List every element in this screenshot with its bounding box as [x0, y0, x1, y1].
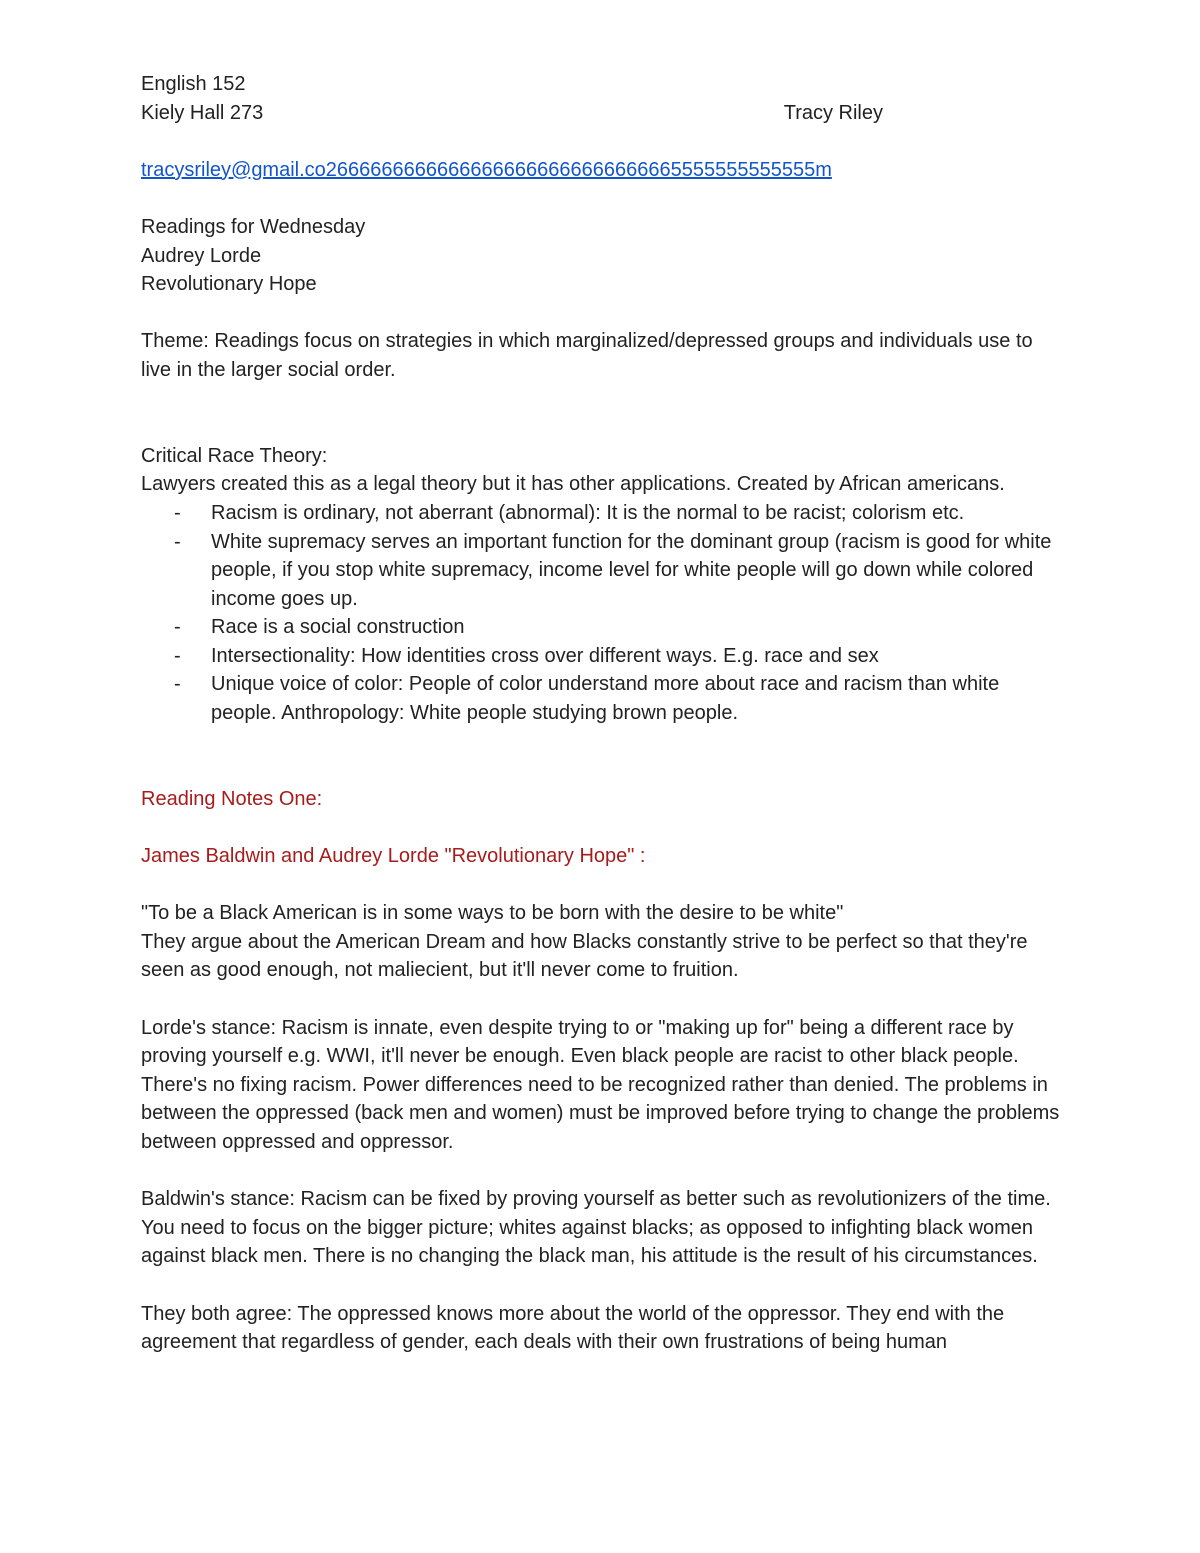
- baldwin-stance-paragraph: Baldwin's stance: Racism can be fixed by proving yourself as better such as revolutionizers of the time. You need to focus on the bigger picture; whites against blacks; as opposed to infighting black women against black men. There is no changing the black man, his attitude is the result of his circumstances.: [141, 1188, 1051, 1268]
- crt-bullet-list: [141, 499, 1061, 728]
- bullet-marker: -: [174, 616, 181, 639]
- instructor-name: Tracy Riley: [783, 101, 883, 124]
- readings-author: Audrey Lorde: [141, 244, 262, 267]
- room-location: Kiely Hall 273: [141, 101, 264, 124]
- list-item-text: Racism is ordinary, not aberrant (abnormal): It is the normal to be racist; colorism etc.: [211, 501, 965, 524]
- theme-paragraph: Theme: Readings focus on strategies in which marginalized/depressed groups and individuals use to live in the larger social order.: [141, 330, 1033, 381]
- agreement-paragraph: They both agree: The oppressed knows more about the world of the oppressor. They end with the agreement that regardless of gender, each deals with their own frustrations of being human: [141, 1302, 1005, 1354]
- list-item: [141, 642, 1061, 671]
- bullet-marker: -: [174, 673, 181, 696]
- quote-discussion: They argue about the American Dream and how Blacks constantly strive to be perfect so that they're seen as good enough, not maliecient, but it'll never come to fruition.: [141, 930, 1028, 982]
- list-item: [141, 670, 1061, 727]
- lorde-stance-paragraph: Lorde's stance: Racism is innate, even despite trying to or "making up for" being a different race by proving yourself e.g. WWI, it'll never be enough. Even black people are racist to other black people. There's no fixing racism. Power differences need to be recognized rather than denied. The problems in between the oppressed (back men and women) must be improved before trying to change the problems between oppressed and oppressor.: [141, 1016, 1060, 1153]
- notes-heading: Reading Notes One:: [141, 787, 323, 810]
- email-link[interactable]: tracysriley@gmail.co26666666666666666666666666666665555555555555m: [141, 158, 832, 181]
- list-item: [141, 613, 1061, 642]
- quote-line: "To be a Black American is in some ways to be born with the desire to be white": [141, 902, 844, 925]
- course-name: English 152: [141, 73, 246, 95]
- list-item-text: Intersectionality: How identities cross over different ways. E.g. race and sex: [211, 644, 879, 667]
- list-item-text: Race is a social construction: [211, 616, 465, 639]
- list-item-text: White supremacy serves an important function for the dominant group (racism is good for white people, if you stop white supremacy, income level for white people will go down while colored income goes up.: [211, 530, 1052, 610]
- document-body: [141, 70, 1061, 1357]
- bullet-marker: -: [174, 501, 181, 524]
- crt-intro: Lawyers created this as a legal theory but it has other applications. Created by African americans.: [141, 473, 1005, 496]
- notes-subheading: James Baldwin and Audrey Lorde "Revolutionary Hope" :: [141, 845, 646, 868]
- list-item: [141, 528, 1061, 614]
- list-item-text: Unique voice of color: People of color understand more about race and racism than white people. Anthropology: White people studying brown people.: [211, 673, 1000, 725]
- crt-heading: Critical Race Theory:: [141, 444, 328, 467]
- bullet-marker: -: [174, 644, 181, 667]
- readings-work: Revolutionary Hope: [141, 273, 317, 296]
- header-row: [141, 99, 883, 128]
- bullet-marker: -: [174, 530, 181, 553]
- list-item: [141, 499, 1061, 528]
- readings-title: Readings for Wednesday: [141, 215, 366, 238]
